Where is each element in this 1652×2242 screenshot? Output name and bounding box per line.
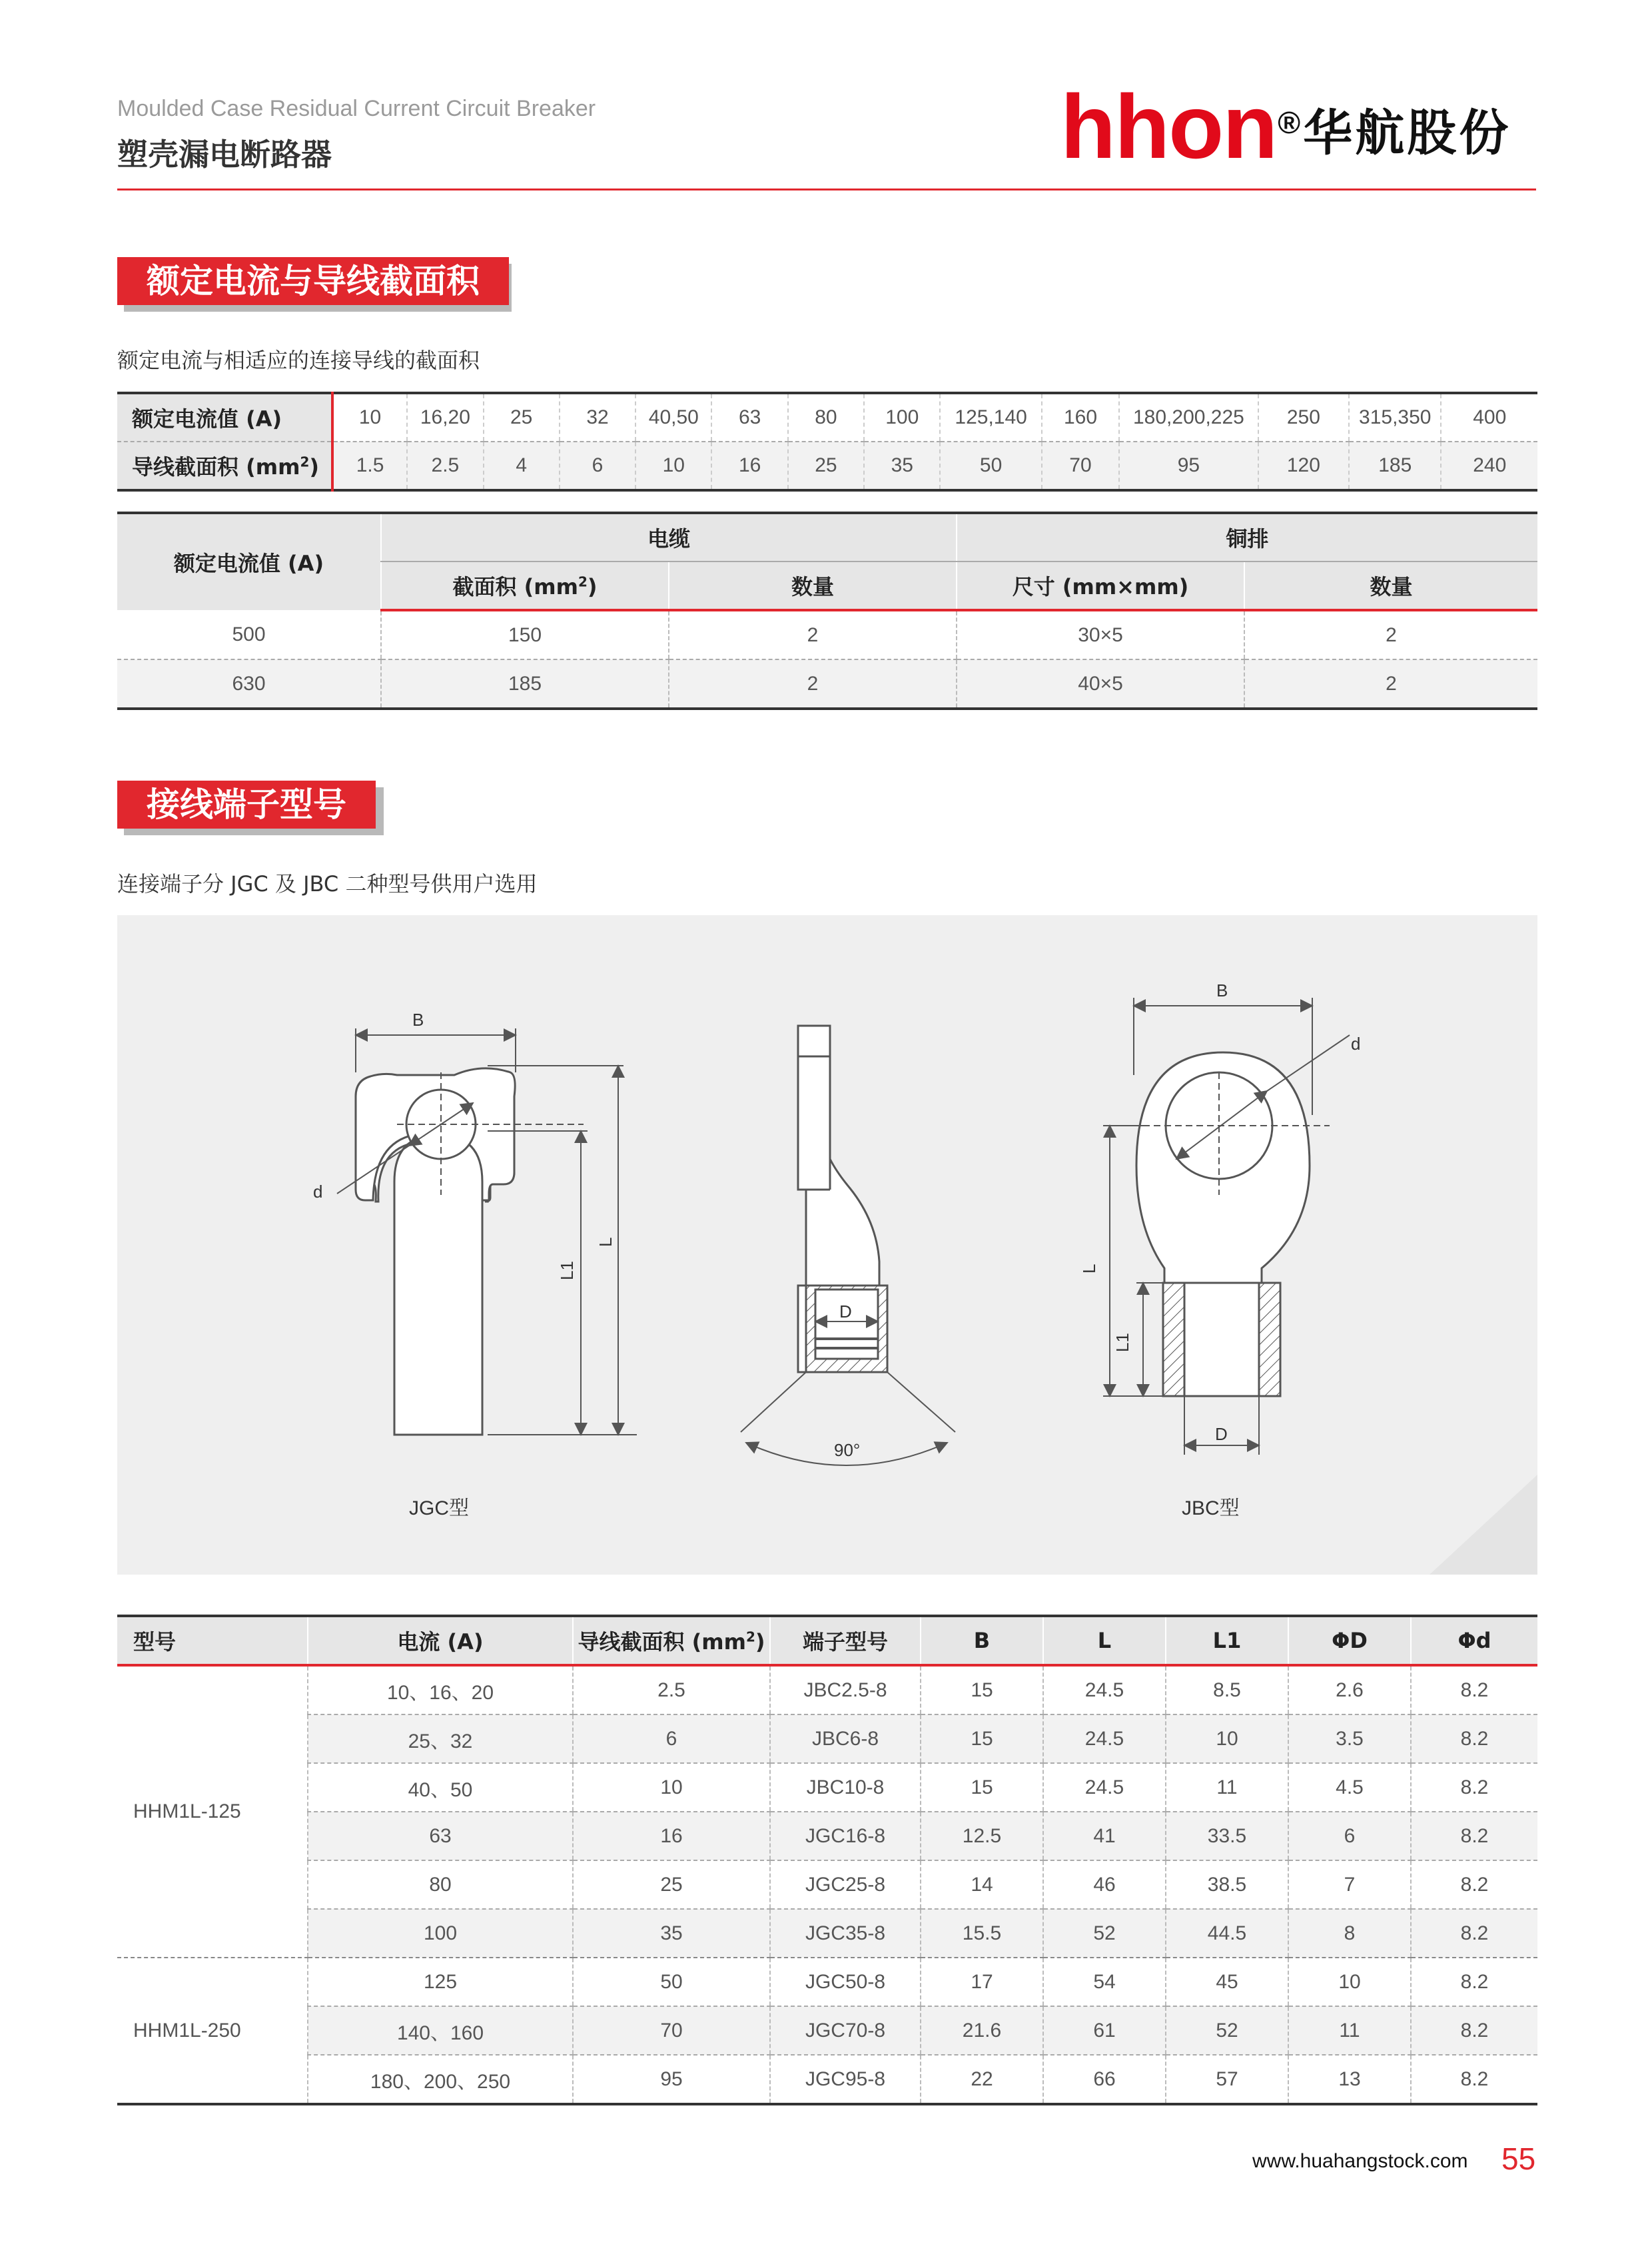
cell-qty: 2 [1244,610,1537,659]
cell-size: 30×5 [957,610,1244,659]
cell: 1.5 [332,442,407,490]
cell: 185 [1349,442,1441,490]
cell: 35 [864,442,940,490]
cell-area: 50 [573,1958,770,2006]
cell: 95 [1119,442,1258,490]
table-row [117,1812,1537,1860]
cell-d: 8.2 [1411,1958,1537,2006]
section2-description: 连接端子分 JGC 及 JBC 二种型号供用户选用 [117,871,538,897]
cell-B: 15 [921,1714,1043,1763]
brand-logo [1060,76,1511,177]
cell-D: 7 [1288,1860,1411,1909]
cell-d: 8.2 [1411,1860,1537,1909]
jgc-dim-B: B [412,1010,424,1030]
page-number: 55 [1501,2141,1536,2176]
cell-L: 54 [1043,1958,1166,2006]
cell-D: 4.5 [1288,1763,1411,1812]
cell-L: 24.5 [1043,1714,1166,1763]
cell-current: 80 [308,1860,573,1909]
cell-L1: 52 [1166,2006,1288,2055]
col-header-qty: 数量 [1244,561,1537,610]
jgc-dim-d: d [313,1182,323,1202]
table-header-row [117,513,1537,561]
cell: 25 [484,393,560,442]
row-label-area [117,442,332,490]
cell-d: 8.2 [1411,1763,1537,1812]
section1-title: 额定电流与导线截面积 [117,257,509,305]
jbc-dim-L1: L1 [1112,1333,1132,1352]
jbc-dim-B: B [1216,980,1228,1000]
cell-d: 8.2 [1411,1714,1537,1763]
cell: 100 [864,393,940,442]
side-angle: 90° [834,1440,861,1460]
table-row [117,1958,1537,2006]
table-row [117,610,1537,659]
cell-terminal: JGC16-8 [770,1812,921,1860]
cell-L1: 11 [1166,1763,1288,1812]
cell-L1: 45 [1166,1958,1288,2006]
col-header-current: 额定电流值 (A) [117,513,381,610]
cell-qty: 2 [669,659,957,709]
jbc-dim-L: L [1079,1264,1099,1274]
cell-d: 8.2 [1411,1909,1537,1958]
cell-B: 15.5 [921,1909,1043,1958]
cell-D: 10 [1288,1958,1411,2006]
cell-d: 8.2 [1411,2055,1537,2104]
col-header-area-end: ) [755,1629,765,1655]
cell-area: 35 [573,1909,770,1958]
table-row [117,1860,1537,1909]
logo-chinese: 华航股份 [1303,105,1511,162]
cell-B: 22 [921,2055,1043,2104]
table-row-area [117,442,1537,490]
cell-area: 16 [573,1812,770,1860]
cell-d: 8.2 [1411,2006,1537,2055]
cell: 240 [1441,442,1537,490]
cell: 160 [1042,393,1119,442]
section1-description: 额定电流与相适应的连接导线的截面积 [117,348,480,373]
cell-B: 15 [921,1763,1043,1812]
cell-terminal: JGC35-8 [770,1909,921,1958]
table-row-current [117,393,1537,442]
cell-current: 630 [117,659,381,709]
header-title: 塑壳漏电断路器 [117,137,332,173]
col-header-L: L [1043,1616,1166,1665]
cell: 63 [711,393,787,442]
cell: 315,350 [1349,393,1441,442]
cell-L: 41 [1043,1812,1166,1860]
col-header-area-text: 截面积 (mm [452,574,578,599]
cell-B: 14 [921,1860,1043,1909]
cell-D: 2.6 [1288,1665,1411,1714]
jbc-dim-d: d [1351,1034,1361,1054]
cell-current: 140、160 [308,2006,573,2055]
col-header-D: ΦD [1288,1616,1411,1665]
cell-L: 24.5 [1043,1763,1166,1812]
cell: 32 [560,393,635,442]
side-dim-D: D [839,1302,852,1321]
table-row [117,1665,1537,1714]
cell-current: 63 [308,1812,573,1860]
superscript: 2 [578,573,588,590]
cell-area: 150 [381,610,669,659]
cell-terminal: JGC25-8 [770,1860,921,1909]
cell-d: 8.2 [1411,1812,1537,1860]
superscript: 2 [745,1629,755,1645]
cell: 16,20 [407,393,483,442]
col-header-L1: L1 [1166,1616,1288,1665]
cell-current: 40、50 [308,1763,573,1812]
cell-terminal: JBC6-8 [770,1714,921,1763]
col-header-current: 电流 (A) [308,1616,573,1665]
jbc-terminal-drawing [1136,1052,1310,1396]
col-group-cable: 电缆 [381,513,957,561]
cell: 10 [332,393,407,442]
superscript: 2 [300,454,310,470]
cell: 4 [484,442,560,490]
terminal-diagrams [117,915,1537,1575]
cell-current: 25、32 [308,1714,573,1763]
col-group-copper: 铜排 [957,513,1537,561]
jgc-dim-L1: L1 [557,1261,577,1280]
cell: 120 [1258,442,1349,490]
cell-B: 15 [921,1665,1043,1714]
cell-area: 10 [573,1763,770,1812]
col-header-model: 型号 [117,1616,308,1665]
col-header-terminal: 端子型号 [770,1616,921,1665]
jbc-label: JBC型 [1182,1497,1240,1519]
cell-B: 21.6 [921,2006,1043,2055]
cell-L: 24.5 [1043,1665,1166,1714]
cell-L1: 57 [1166,2055,1288,2104]
table-row [117,2055,1537,2104]
cell-D: 6 [1288,1812,1411,1860]
cell-area: 95 [573,2055,770,2104]
cell: 125,140 [940,393,1041,442]
cell-L1: 44.5 [1166,1909,1288,1958]
cell-D: 3.5 [1288,1714,1411,1763]
cell-L1: 10 [1166,1714,1288,1763]
cell: 180,200,225 [1119,393,1258,442]
logo-latin: hhon [1060,76,1277,177]
cell-terminal: JBC10-8 [770,1763,921,1812]
cell-L1: 38.5 [1166,1860,1288,1909]
col-header-area-end: ) [587,574,598,599]
cable-copper-table [117,512,1537,710]
cell-L: 66 [1043,2055,1166,2104]
col-header-area [381,561,669,610]
table-row [117,2006,1537,2055]
col-header-d: Φd [1411,1616,1537,1665]
jgc-label: JGC型 [409,1497,469,1519]
cell-L: 52 [1043,1909,1166,1958]
cell-area: 25 [573,1860,770,1909]
terminal-diagram-panel [117,915,1537,1575]
cell-current: 180、200、250 [308,2055,573,2104]
jgc-dim-L: L [596,1237,616,1247]
cell: 40,50 [635,393,711,442]
cell-L: 46 [1043,1860,1166,1909]
table-row [117,1909,1537,1958]
jbc-dim-D: D [1215,1424,1228,1444]
cell-D: 8 [1288,1909,1411,1958]
cell-area: 6 [573,1714,770,1763]
row-label-current: 额定电流值 (A) [117,393,332,442]
footer-website: www.huahangstock.com [1252,2150,1468,2172]
cell: 2.5 [407,442,483,490]
cell: 400 [1441,393,1537,442]
cell-current: 125 [308,1958,573,2006]
cell-terminal: JGC50-8 [770,1958,921,2006]
col-header-size: 尺寸 (mm×mm) [957,561,1244,610]
section2-title: 接线端子型号 [117,781,376,829]
row-label-area-end: ) [309,454,320,480]
row-label-area-text: 导线截面积 (mm [132,454,300,480]
jgc-terminal-drawing [356,1068,515,1435]
current-area-table [117,392,1537,492]
cell-current: 500 [117,610,381,659]
cell: 70 [1042,442,1119,490]
cell-area: 185 [381,659,669,709]
col-header-qty: 数量 [669,561,957,610]
table-row [117,659,1537,709]
cell-model: HHM1L-250 [117,1958,308,2104]
logo-registered: ® [1278,105,1301,140]
cell-current: 100 [308,1909,573,1958]
cell: 6 [560,442,635,490]
panel-corner-shade [1430,1475,1537,1575]
cell-area: 2.5 [573,1665,770,1714]
cell-area: 70 [573,2006,770,2055]
col-header-area-text: 导线截面积 (mm [578,1629,746,1655]
header-divider [117,188,1536,190]
table-row [117,1763,1537,1812]
cell-terminal: JGC95-8 [770,2055,921,2104]
cell-L1: 8.5 [1166,1665,1288,1714]
cell-model: HHM1L-125 [117,1665,308,1958]
cell: 16 [711,442,787,490]
cell: 10 [635,442,711,490]
col-header-area [573,1616,770,1665]
table-header-row [117,1616,1537,1665]
header-subtitle-en: Moulded Case Residual Current Circuit Breaker [117,96,596,121]
cell-B: 17 [921,1958,1043,2006]
terminal-model-table [117,1615,1537,2105]
cell-size: 40×5 [957,659,1244,709]
cell-d: 8.2 [1411,1665,1537,1714]
cell-terminal: JGC70-8 [770,2006,921,2055]
cell: 80 [788,393,864,442]
cell-L1: 33.5 [1166,1812,1288,1860]
cell: 50 [940,442,1041,490]
table-row [117,1714,1537,1763]
cell-qty: 2 [1244,659,1537,709]
col-header-B: B [921,1616,1043,1665]
cell-terminal: JBC2.5-8 [770,1665,921,1714]
cell-D: 11 [1288,2006,1411,2055]
cell-L: 61 [1043,2006,1166,2055]
cell: 250 [1258,393,1349,442]
cell-qty: 2 [669,610,957,659]
cell-current: 10、16、20 [308,1665,573,1714]
cell: 25 [788,442,864,490]
cell-B: 12.5 [921,1812,1043,1860]
cell-D: 13 [1288,2055,1411,2104]
